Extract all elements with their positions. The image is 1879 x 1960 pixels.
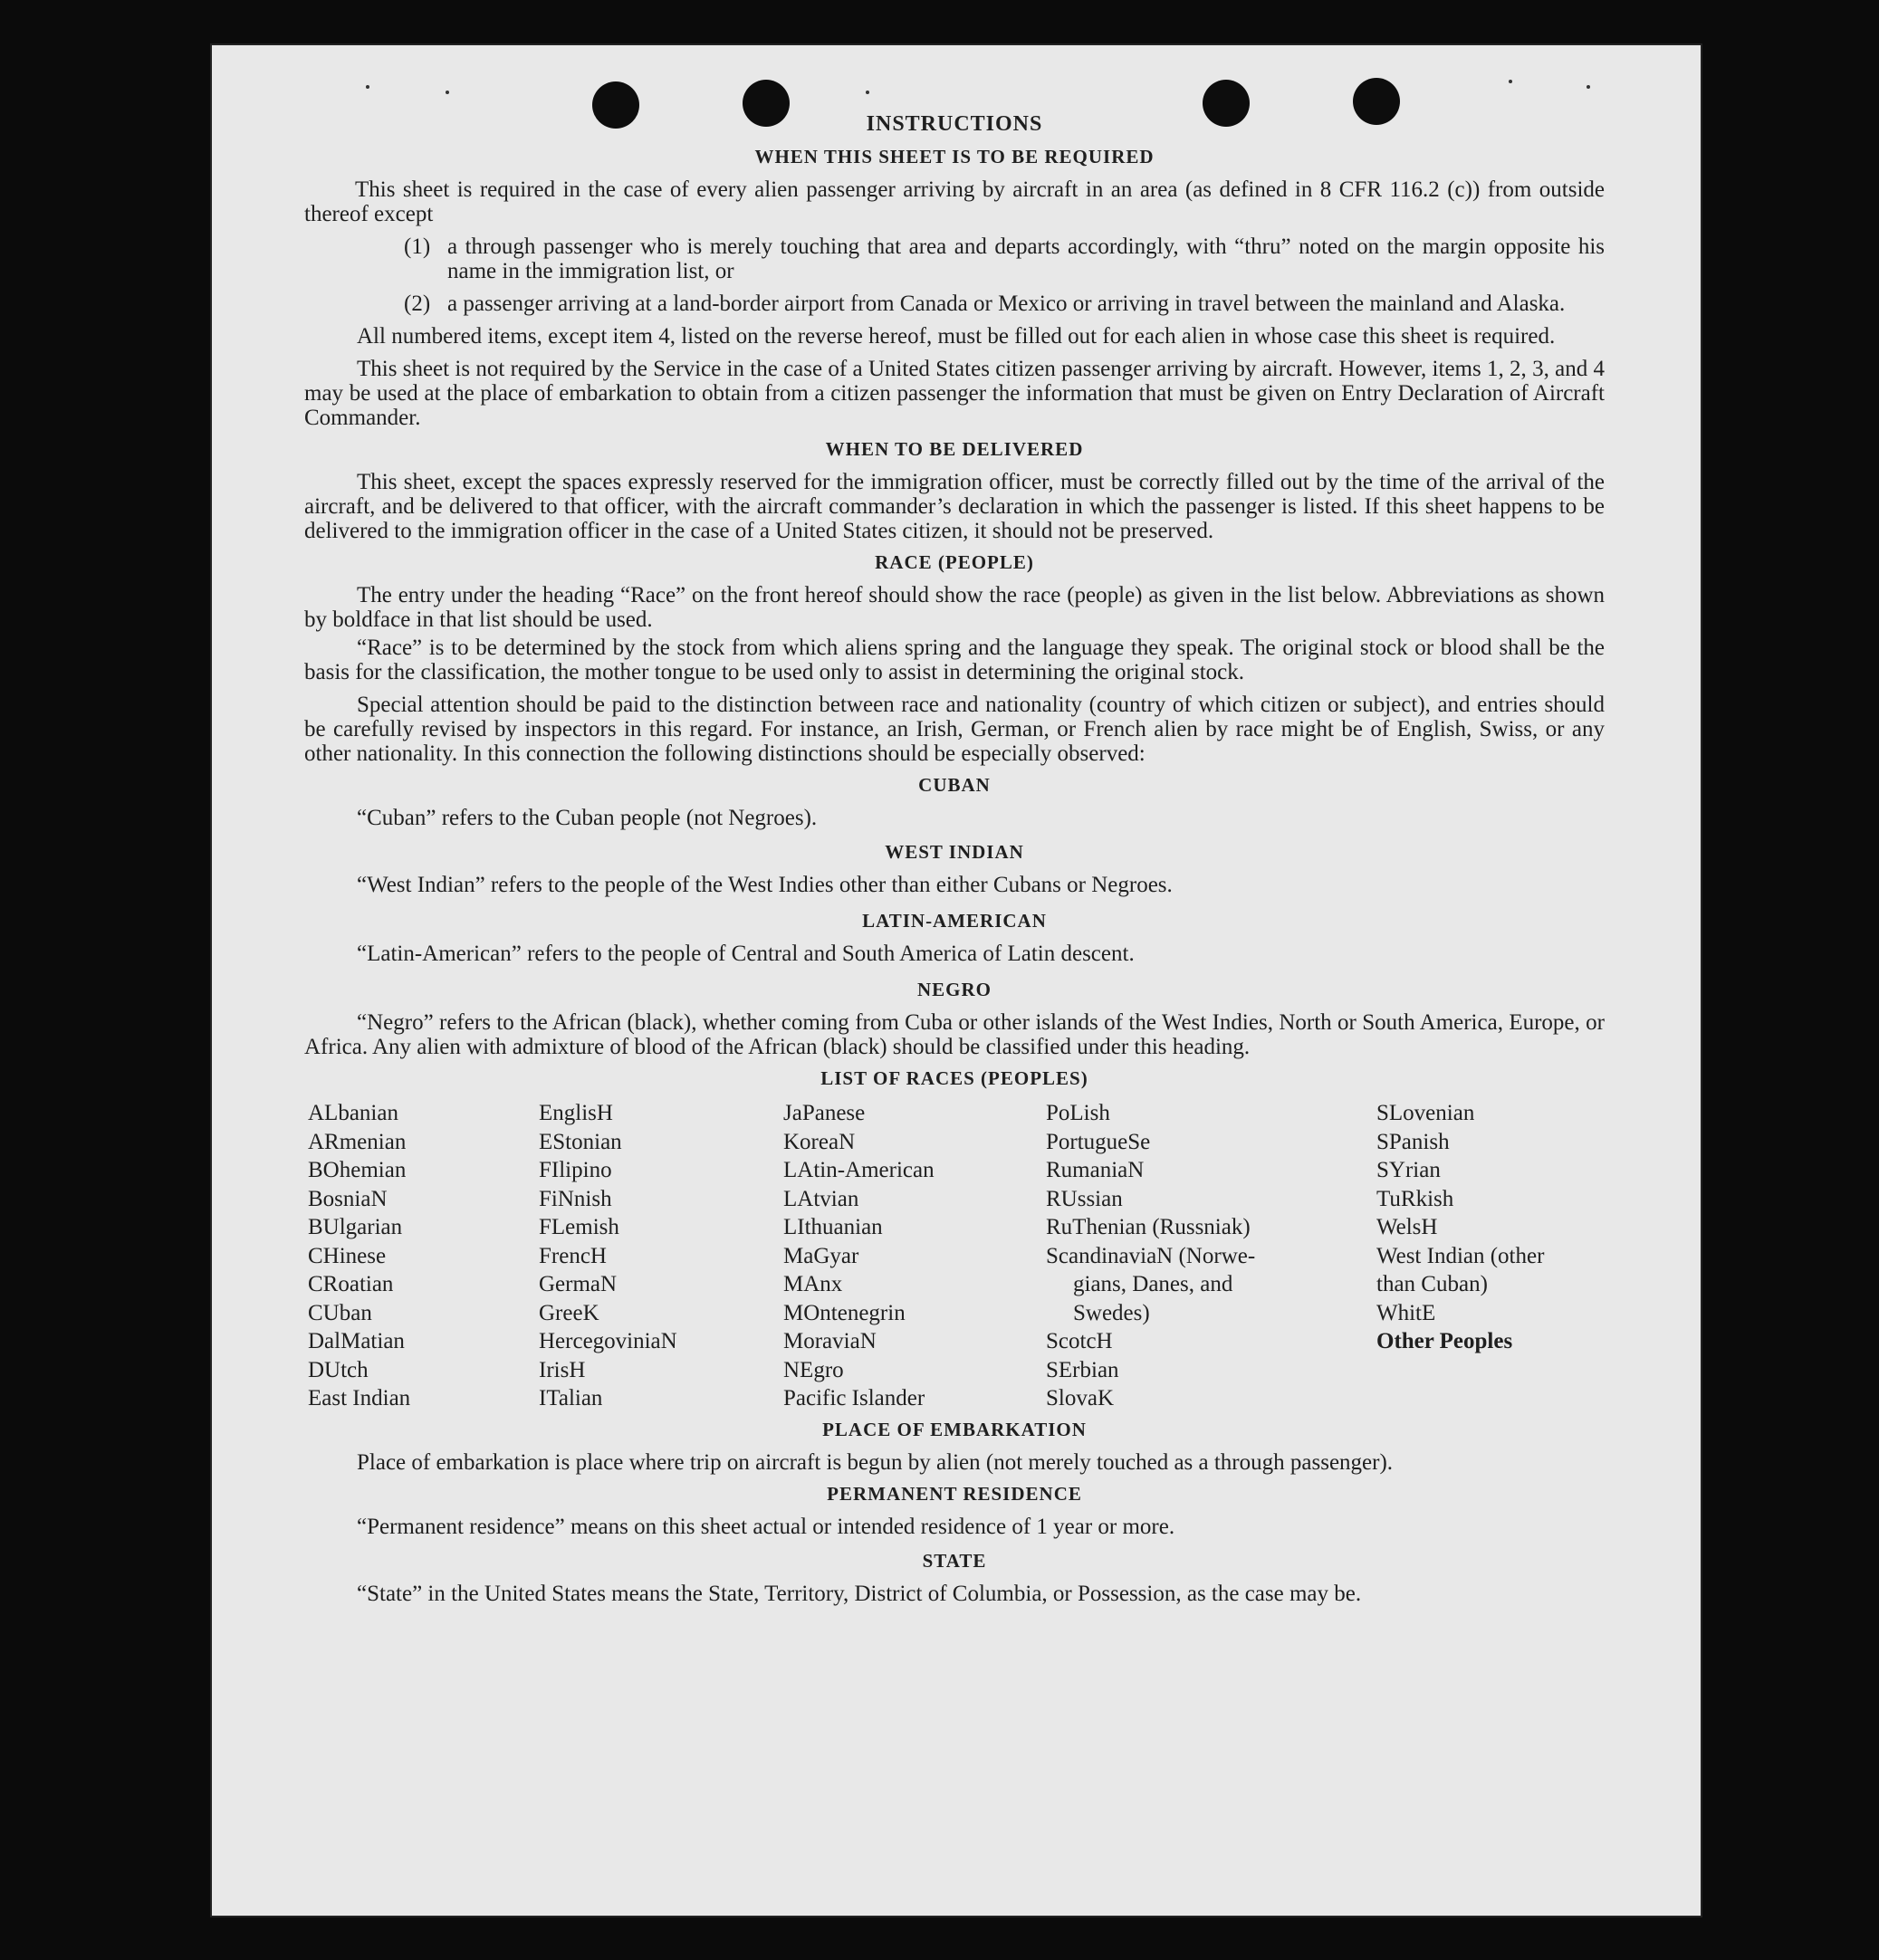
paragraph: All numbered items, except item 4, listed on the reverse hereof, must be filled out for each alien in whose case this sheet is required. xyxy=(357,324,1556,349)
paragraph: “West Indian” refers to the people of the West Indies other than either Cubans or Negroes. xyxy=(357,873,1173,897)
race-entry: JaPanese xyxy=(783,1101,866,1125)
instructions-body xyxy=(304,112,1605,1614)
item-number: (1) xyxy=(404,234,431,259)
race-entry: BOhemian xyxy=(308,1158,407,1182)
race-entry: MaGyar xyxy=(783,1243,859,1268)
race-entry: ScotcH xyxy=(1046,1329,1113,1353)
races-column xyxy=(1376,1099,1608,1413)
race-entry: than Cuban) xyxy=(1376,1272,1488,1296)
race-entry: Swedes) xyxy=(1073,1300,1150,1325)
section-heading: LIST OF RACES (PEOPLES) xyxy=(820,1067,1088,1089)
paragraph: This sheet, except the spaces expressly reserved for the immigration officer, must be correctly filled out by the time of the arrival of the aircraft, and be delivered to that officer, with the aircraft commander’s declaration in which the passenger is listed. If this sheet happens to be delivered to the immigration officer in the case of a United States citizen, it should not be preserved. xyxy=(304,470,1605,543)
section-heading: WEST INDIAN xyxy=(885,841,1024,863)
race-entry: CHinese xyxy=(308,1243,387,1268)
race-entry: RuThenian (Russniak) xyxy=(1046,1215,1251,1239)
speck xyxy=(366,85,369,89)
race-entry: PortugueSe xyxy=(1046,1129,1151,1154)
race-entry: RumaniaN xyxy=(1046,1158,1145,1182)
race-entry: EnglisH xyxy=(539,1101,613,1125)
section-heading: WHEN TO BE DELIVERED xyxy=(825,438,1084,460)
section-heading: PERMANENT RESIDENCE xyxy=(827,1482,1082,1505)
race-entry: TuRkish xyxy=(1376,1186,1454,1211)
race-entry: Other Peoples xyxy=(1376,1329,1513,1353)
race-entry: WhitE xyxy=(1376,1300,1436,1325)
race-entry: MOntenegrin xyxy=(783,1300,906,1325)
paragraph: Place of embarkation is place where trip on aircraft is begun by alien (not merely touched as a through passenger). xyxy=(357,1449,1394,1475)
exception-item xyxy=(304,292,1605,316)
race-entry: ScandinaviaN (Norwe- xyxy=(1046,1243,1256,1268)
race-entry: GermaN xyxy=(539,1272,618,1296)
race-entry: FLemish xyxy=(539,1215,619,1239)
race-entry: NEgro xyxy=(783,1357,844,1382)
paragraph: This sheet is required in the case of every alien passenger arriving by aircraft in an area (as defined in 8 CFR 116.2 (c)) from outside thereof except xyxy=(304,177,1605,226)
race-entry: SLovenian xyxy=(1376,1101,1475,1125)
race-entry: ITalian xyxy=(539,1386,603,1410)
races-column xyxy=(783,1099,1046,1413)
race-entry: CRoatian xyxy=(308,1272,394,1296)
race-entry: PoLish xyxy=(1046,1101,1110,1125)
paragraph: “Race” is to be determined by the stock from which aliens spring and the language they speak. The original stock or blood shall be the basis for the classification, the mother tongue to be used only to assist in determining the original stock. xyxy=(304,636,1605,684)
race-entry: West Indian (other xyxy=(1376,1243,1545,1268)
races-column xyxy=(1046,1099,1376,1413)
paragraph: “Latin-American” refers to the people of Central and South America of Latin descent. xyxy=(357,942,1135,966)
race-entry: gians, Danes, and xyxy=(1073,1272,1233,1296)
paragraph: “State” in the United States means the State, Territory, District of Columbia, or Possession, as the case may be. xyxy=(357,1581,1362,1606)
race-entry: FiNnish xyxy=(539,1186,612,1211)
race-entry: LIthuanian xyxy=(783,1215,883,1239)
speck xyxy=(446,91,449,94)
race-entry: LAtvian xyxy=(783,1186,859,1211)
speck xyxy=(1587,85,1590,89)
race-entry: BUlgarian xyxy=(308,1215,403,1239)
paragraph: The entry under the heading “Race” on the front hereof should show the race (people) as given in the list below. Abbreviations as shown by boldface in that list should be used. xyxy=(304,583,1605,632)
race-entry: MAnx xyxy=(783,1272,843,1296)
section-heading: CUBAN xyxy=(918,774,991,796)
paragraph: “Cuban” refers to the Cuban people (not Negroes). xyxy=(357,806,818,830)
race-entry: DUtch xyxy=(308,1357,369,1382)
race-entry: IrisH xyxy=(539,1357,586,1382)
races-list xyxy=(308,1099,1605,1413)
race-entry: Pacific Islander xyxy=(783,1386,925,1410)
race-entry: SErbian xyxy=(1046,1357,1119,1382)
race-entry: HercegoviniaN xyxy=(539,1329,677,1353)
race-entry: ALbanian xyxy=(308,1101,398,1125)
race-entry: MoraviaN xyxy=(783,1329,877,1353)
race-entry: SlovaK xyxy=(1046,1386,1114,1410)
race-entry: CUban xyxy=(308,1300,372,1325)
races-column xyxy=(308,1099,539,1413)
item-number: (2) xyxy=(404,292,431,316)
race-entry: ARmenian xyxy=(308,1129,407,1154)
paragraph: “Negro” refers to the African (black), whether coming from Cuba or other islands of the West Indies, North or South America, Europe, or Africa. Any alien with admixture of blood of the African (black) should be classified under this heading. xyxy=(304,1010,1605,1059)
section-heading: PLACE OF EMBARKATION xyxy=(822,1418,1087,1440)
race-entry: KoreaN xyxy=(783,1129,856,1154)
race-entry: EStonian xyxy=(539,1129,622,1154)
section-heading: STATE xyxy=(922,1549,987,1572)
race-entry: RUssian xyxy=(1046,1186,1123,1211)
races-column xyxy=(539,1099,783,1413)
document-page xyxy=(210,43,1702,1917)
speck xyxy=(866,91,869,94)
section-heading: NEGRO xyxy=(916,979,992,1000)
section-heading: WHEN THIS SHEET IS TO BE REQUIRED xyxy=(754,146,1155,167)
race-entry: FIlipino xyxy=(539,1158,612,1182)
item-text: a through passenger who is merely touching that area and departs accordingly, with “thru” noted on the margin opposite his name in the immigration list, or xyxy=(447,234,1605,283)
race-entry: LAtin-American xyxy=(783,1158,935,1182)
page-title: INSTRUCTIONS xyxy=(866,112,1043,136)
section-heading: LATIN-AMERICAN xyxy=(862,910,1047,932)
paragraph: This sheet is not required by the Service in the case of a United States citizen passenger arriving by aircraft. However, items 1, 2, 3, and 4 may be used at the place of embarkation to obtain from a citizen passenger the information that must be given on Entry Declaration of Aircraft Commander. xyxy=(304,357,1605,430)
paragraph: Special attention should be paid to the distinction between race and nationality (country of which citizen or subject), and entries should be carefully revised by inspectors in this regard. For instance, an Irish, German, or French alien by race might be of English, Swiss, or any other nationality. In this connection the following distinctions should be especially observed: xyxy=(304,693,1605,766)
race-entry: SYrian xyxy=(1376,1158,1441,1182)
race-entry: East Indian xyxy=(308,1386,411,1410)
race-entry: SPanish xyxy=(1376,1129,1450,1154)
exception-item xyxy=(304,234,1605,283)
speck xyxy=(1509,80,1512,83)
race-entry: FrencH xyxy=(539,1243,607,1268)
race-entry: DalMatian xyxy=(308,1329,405,1353)
race-entry: WelsH xyxy=(1376,1215,1438,1239)
race-entry: BosniaN xyxy=(308,1186,388,1211)
paragraph: “Permanent residence” means on this sheet actual or intended residence of 1 year or more. xyxy=(357,1514,1175,1539)
section-heading: RACE (PEOPLE) xyxy=(875,551,1034,573)
race-entry: GreeK xyxy=(539,1300,599,1325)
item-text: a passenger arriving at a land-border airport from Canada or Mexico or arriving in travel between the mainland and Alaska. xyxy=(447,292,1566,316)
